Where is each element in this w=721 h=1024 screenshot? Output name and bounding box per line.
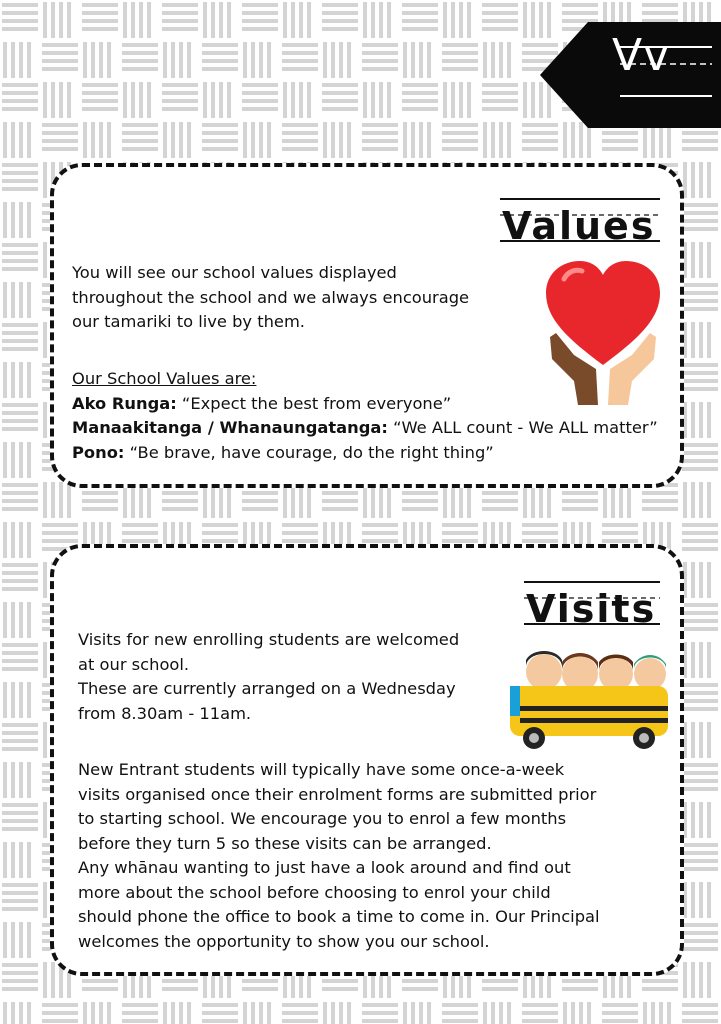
values-intro: You will see our school values displayed throughout the school and we always encourage our tamariki to live by them.	[72, 263, 470, 331]
heart-in-hands-icon	[538, 257, 668, 407]
svg-text:Visits: Visits	[526, 587, 657, 630]
visits-title	[524, 578, 660, 630]
visits-para-2: New Entrant students will typically have some once-a-week visits organised once their enrolment forms are submitted prior to starting school. We encourage you to enrol a few months before they turn 5 so these visits can be arranged. Any whānau wanting to just have a look around and find out more about the school before choosing to enrol your child should phone the office to book a time to come in. Our Principal welcomes the opportunity to show you our school.	[78, 760, 600, 951]
values-card	[50, 163, 684, 488]
values-list-heading: Our School Values are:	[72, 369, 257, 388]
values-title	[500, 195, 660, 247]
school-bus-icon	[506, 644, 672, 752]
value-item: Manaakitanga / Whanaungatanga: “We ALL count - We ALL matter”	[72, 418, 658, 437]
value-item: Pono: “Be brave, have courage, do the right thing”	[72, 442, 494, 462]
visits-card	[50, 544, 684, 976]
value-item: Ako Runga: “Expect the best from everyone”	[72, 393, 452, 413]
visits-para-1: Visits for new enrolling students are welcomed at our school. These are currently arranged on a Wednesday from 8.30am - 11am.	[78, 630, 460, 723]
svg-text:Values: Values	[502, 204, 656, 247]
tab-letter: Vv	[612, 30, 671, 81]
